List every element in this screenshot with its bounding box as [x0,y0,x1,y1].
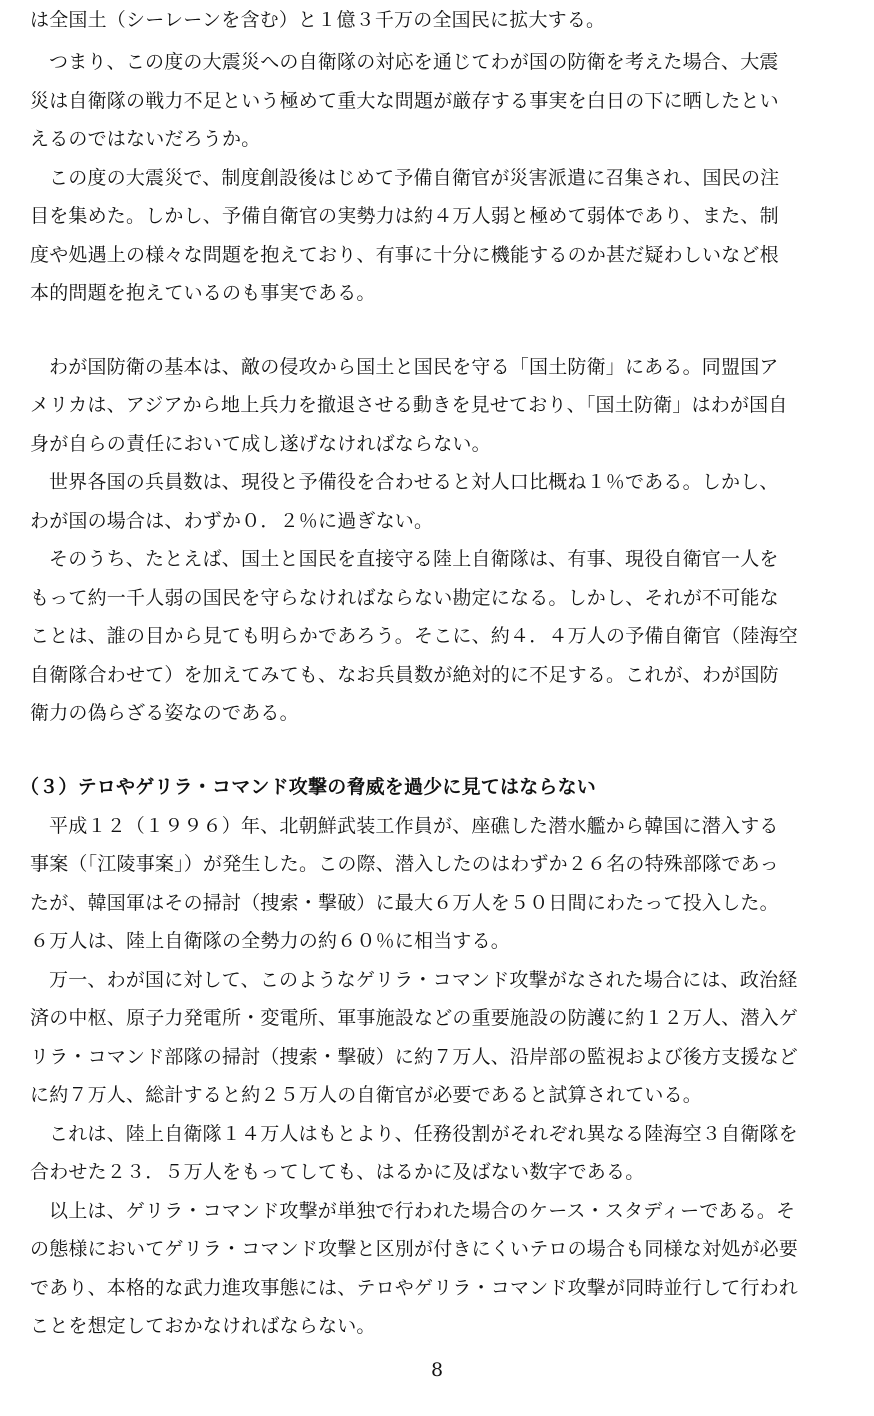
text-line: 平成１２（１９９６）年、北朝鮮武装工作員が、座礁した潜水艦から韓国に潜入する [49,815,779,837]
text-line: ことは、誰の目から見ても明らかであろう。そこに、約４．４万人の予備自衛官（陸海空 [30,625,799,647]
text-line: は全国土（シーレーンを含む）と１億３千万の全国民に拡大する。 [30,9,606,31]
text-line: ６万人は、陸上自衛隊の全勢力の約６０％に相当する。 [30,930,511,952]
text-line: えるのではないだろうか。 [30,128,261,150]
text-line: 災は自衛隊の戦力不足という極めて重大な問題が厳存する事実を白日の下に晒したとい [30,90,779,112]
text-line: わが国防衛の基本は、敵の侵攻から国土と国民を守る「国土防衛」にある。同盟国ア [49,356,779,378]
text-line: 世界各国の兵員数は、現役と予備役を合わせると対人口比概ね１％である。しかし、 [49,471,779,493]
text-line: 目を集めた。しかし、予備自衛官の実勢力は約４万人弱と極めて弱体であり、また、制 [30,205,779,227]
text-line: 本的問題を抱えているのも事実である。 [30,282,376,304]
text-line: これは、陸上自衛隊１４万人はもとより、任務役割がそれぞれ異なる陸海空３自衛隊を [49,1123,798,1145]
text-line: もって約一千人弱の国民を守らなければならない勘定になる。しかし、それが不可能な [30,587,779,609]
page-number: 8 [430,1359,444,1381]
text-line: 事案（「江陵事案」）が発生した。この際、潜入したのはわずか２６名の特殊部隊であっ [30,853,779,875]
text-line: 以上は、ゲリラ・コマンド攻撃が単独で行われた場合のケース・スタディーである。そ [49,1200,796,1222]
text-line: の態様においてゲリラ・コマンド攻撃と区別が付きにくいテロの場合も同様な対処が必要 [30,1238,799,1260]
text-line: この度の大震災で、制度創設後はじめて予備自衛官が災害派遣に召集され、国民の注 [49,167,780,189]
text-line: 万一、わが国に対して、このようなゲリラ・コマンド攻撃がなされた場合には、政治経 [49,969,798,991]
document-page [20,0,868,1416]
text-line: つまり、この度の大震災への自衛隊の対応を通じてわが国の防衛を考えた場合、大震 [49,51,779,73]
text-line: 合わせた２３．５万人をもってしても、はるかに及ばない数字である。 [30,1161,645,1183]
text-line: ことを想定しておかなければならない。 [30,1315,376,1337]
text-line: 自衛隊合わせて）を加えてみても、なお兵員数が絶対的に不足する。これが、わが国防 [30,664,779,686]
text-line: 済の中枢、原子力発電所・変電所、軍事施設などの重要施設の防護に約１２万人、潜入ゲ [30,1007,799,1029]
text-line: そのうち、たとえば、国土と国民を直接守る陸上自衛隊は、有事、現役自衛官一人を [49,548,779,570]
text-line: リラ・コマンド部隊の掃討（捜索・撃破）に約７万人、沿岸部の監視および後方支援など [30,1046,799,1068]
text-line: わが国の場合は、わずか０．２％に過ぎない。 [30,510,434,532]
text-line: 衛力の偽らざる姿なのである。 [30,702,299,724]
text-line: 身が自らの責任において成し遂げなければならない。 [30,433,491,455]
text-line: たが、韓国軍はその掃討（捜索・撃破）に最大６万人を５０日間にわたって投入した。 [30,892,779,914]
text-line: であり、本格的な武力進攻事態には、テロやゲリラ・コマンド攻撃が同時並行して行われ [30,1277,799,1299]
text-line: に約７万人、総計すると約２５万人の自衛官が必要であると試算されている。 [30,1084,703,1106]
text-line: 度や処遇上の様々な問題を抱えており、有事に十分に機能するのか甚だ疑わしいなど根 [30,244,779,266]
section-heading: （３）テロやゲリラ・コマンド攻撃の脅威を過少に見てはならない [20,776,597,798]
text-line: メリカは、アジアから地上兵力を撤退させる動きを見せており、「国土防衛」はわが国自 [30,394,788,416]
